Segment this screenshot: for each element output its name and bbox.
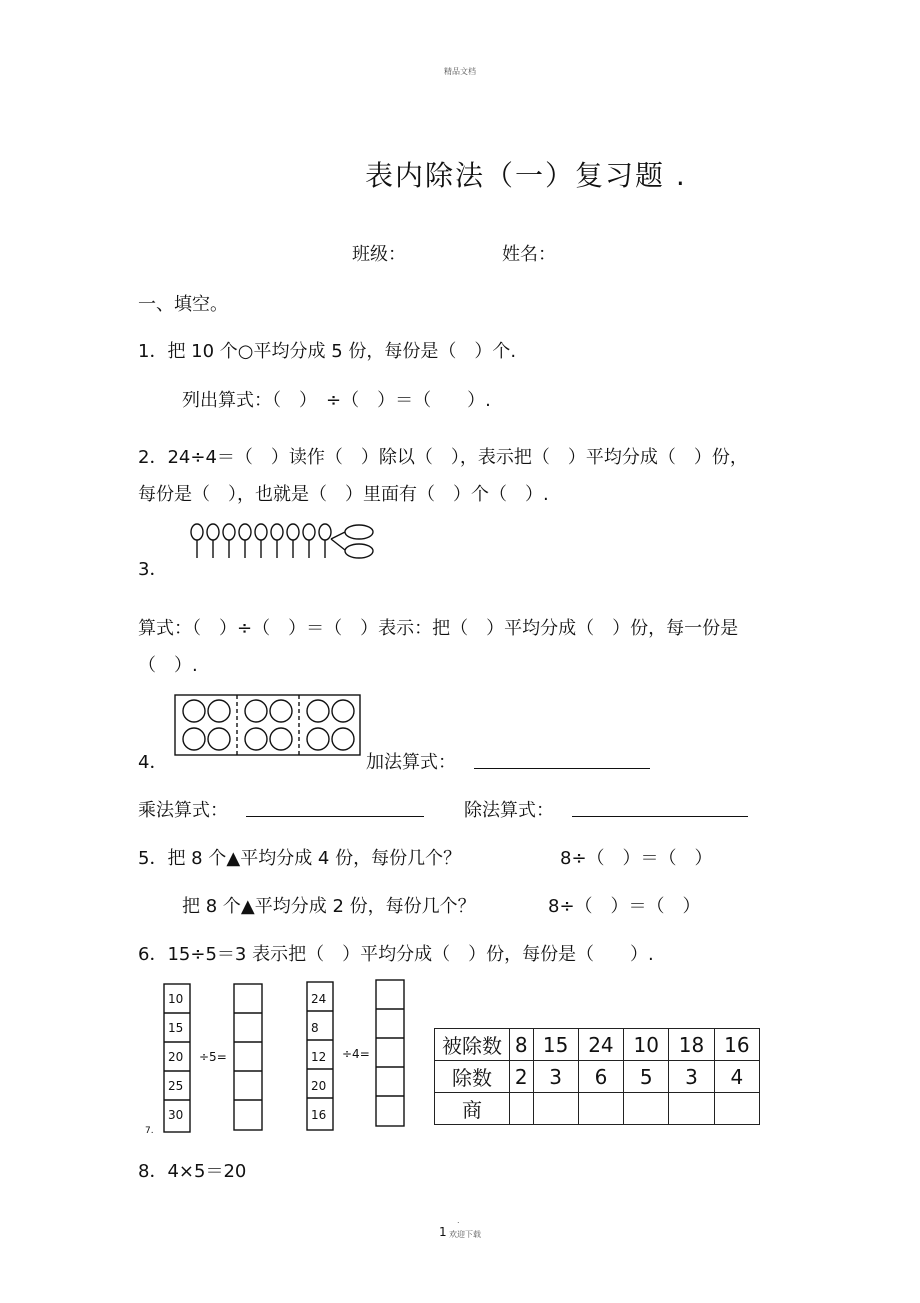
page-header: 精品文档 [444,67,476,76]
table-cell: 2 [510,1061,534,1093]
page-title: 表内除法（一）复习题 . [365,159,687,192]
table-cell: 8 [510,1029,534,1061]
col-b-value: 24 [311,992,327,1006]
question-5-line1: 5．把 8 个▲平均分成 4 份，每份几个？ [138,848,462,869]
col-a-value: 15 [168,1021,184,1035]
add-formula-blank[interactable] [474,750,650,769]
table-cell: 3 [533,1061,578,1093]
add-formula-label: 加法算式： [366,752,456,773]
col-b-operator: ÷4= [342,1047,370,1061]
footer-text: 欢迎下载 [449,1230,481,1239]
div-formula-label: 除法算式： [464,800,554,821]
balloons-figure [188,522,388,566]
answer-cell[interactable] [624,1093,669,1125]
question-7-number: 7. [145,1126,154,1136]
col-b-value: 16 [311,1108,327,1122]
col-b-value: 12 [311,1050,327,1064]
question-3-number: 3． [138,559,168,580]
answer-cell[interactable] [533,1093,578,1125]
table-cell: 3 [669,1061,714,1093]
division-table [434,1028,760,1125]
mul-formula-label: 乘法算式： [138,800,228,821]
table-cell: 5 [624,1061,669,1093]
circles-groups-figure [174,694,362,756]
class-label: 班级： [352,244,406,265]
table-header-cell: 除数 [435,1061,510,1093]
question-5-formula1: 8÷（ ）＝（ ） [560,848,713,869]
table-cell: 4 [714,1061,759,1093]
col-a-value: 10 [168,992,184,1006]
col-a-operator: ÷5= [199,1050,227,1064]
mul-formula-blank[interactable] [246,798,424,817]
answer-cell[interactable] [578,1093,623,1125]
name-label: 姓名： [502,244,556,265]
table-row [435,1061,760,1093]
table-cell: 24 [578,1029,623,1061]
question-3-line1: 算式：（ ）÷（ ）＝（ ）表示：把（ ）平均分成（ ）份，每一份是 [138,618,739,639]
question-5-line2: 把 8 个▲平均分成 2 份，每份几个？ [182,896,476,917]
question-3-line2: （ ）. [138,655,198,676]
question-8-text: 8．4×5＝20 [138,1161,247,1182]
page-number: 1 [439,1225,447,1239]
table-row [435,1029,760,1061]
question-5-formula2: 8÷（ ）＝（ ） [548,896,701,917]
table-header-cell: 被除数 [435,1029,510,1061]
table-cell: 15 [533,1029,578,1061]
question-1-text: 1．把 10 个○平均分成 5 份，每份是（ ）个. [138,341,517,362]
answer-cell[interactable] [669,1093,714,1125]
question-2-line1: 2．24÷4＝（ ）读作（ ）除以（ ），表示把（ ）平均分成（ ）份， [138,447,748,468]
col-b-value: 20 [311,1079,327,1093]
col-b-value: 8 [311,1021,319,1035]
col-a-value: 20 [168,1050,184,1064]
table-row [435,1093,760,1125]
table-cell: 18 [669,1029,714,1061]
div-formula-blank[interactable] [572,798,748,817]
division-columns-figure [150,978,420,1138]
table-cell: 6 [578,1061,623,1093]
col-a-value: 25 [168,1079,184,1093]
question-1-formula: 列出算式：（ ） ÷（ ）＝（ ）. [182,390,491,411]
table-header-cell: 商 [435,1093,510,1125]
table-cell: 10 [624,1029,669,1061]
question-2-line2: 每份是（ ），也就是（ ）里面有（ ）个（ ）. [138,484,549,505]
table-cell: 16 [714,1029,759,1061]
question-6-text: 6．15÷5＝3 表示把（ ）平均分成（ ）份，每份是（ ）. [138,944,654,965]
answer-cell[interactable] [510,1093,534,1125]
footer-dot: . [457,1216,460,1225]
question-4-number: 4． [138,752,168,773]
section-heading: 一、填空。 [138,294,228,315]
answer-cell[interactable] [714,1093,759,1125]
col-a-value: 30 [168,1108,184,1122]
